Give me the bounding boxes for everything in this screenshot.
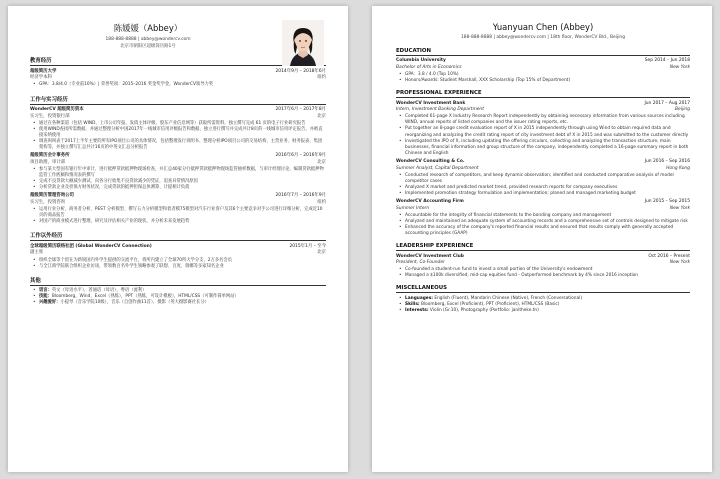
bullet-item: • Implemented promotion strategy formulation and implementation; planed and managed marketing budget — [396, 191, 690, 197]
entry-role: Intern, Investment Banking Department — [396, 107, 484, 113]
section-title: 工作与实习经历 — [30, 95, 326, 105]
bullet-list — [396, 173, 690, 197]
address-line: 北京市朝阳区超级简历路1号 — [120, 43, 176, 49]
bullet-list — [30, 207, 326, 225]
resume-header — [30, 22, 266, 50]
bullet-item: • Analyzed and maintained an adequate system of accounting records and a comprehensive set of controls designed to mitigate risk — [396, 219, 690, 225]
bullet-item: • 参与某大型国有银行年中审计，进行抵押贷款抵押物现场检查，并汇总40家分行抵押贷款抵押物现场监管抽样数据，与审计经理讨论，编制贷款抵押物监管工作底稿和情况表的撰写 — [30, 167, 326, 179]
bullet-item: • Languages: English (Fluent), Mandarin Chinese (Native), French (Conversational) — [396, 296, 690, 302]
entry-subheader — [30, 200, 326, 207]
bullet-item: • GPA：3.8/4.0（专业前10%）| 荣誉奖项：2015–2016 奖金奖学金，WonderCV领导力奖 — [30, 82, 326, 88]
entry-date: 2015年1月 – 至今 — [289, 243, 326, 249]
entry-header — [30, 107, 326, 114]
resume-header — [396, 22, 690, 42]
contact-info — [30, 37, 266, 50]
bullet-label: 兴趣爱好： — [39, 300, 61, 306]
bullet-item: • 分析贷款企业及担保方财务状况，完成贷款的抵押担保总体测算、计提相计负债 — [30, 185, 326, 191]
entry-organization: 全球超级简历联络社团 (Global WonderCV Connection) — [30, 243, 152, 249]
entry-header — [30, 193, 326, 200]
section-title: PROFESSIONAL EXPERIENCE — [396, 90, 690, 98]
bullet-list — [396, 296, 690, 314]
bullet-item: • Conducted research of competitors, and keep dynamic observation; identified and conducted comparative analysis of model competitor cases — [396, 173, 690, 185]
bullet-label: Languages: — [405, 295, 433, 301]
entry-date: 2017年6月 – 2017年8月 — [275, 107, 326, 113]
bullet-item: • Accountable for the integrity of financial statements to the bonding company and management — [396, 213, 690, 219]
bullet-item: • 与全江商学院联合组织企业访谈，带领数百名外学生领略参观了联想、百度、瑞娜等多家知名企业 — [30, 264, 326, 270]
bullet-item: • Honors/Awards: Student Marshall, XXX Scholarship (Top 15% of Department) — [396, 78, 690, 84]
entry-subheader — [396, 166, 690, 173]
entry-role: Summer Analyst, Capital Department — [396, 165, 479, 171]
entry-date: Jun 2016 – Sep 2016 — [644, 158, 690, 164]
entry-role: 实习生，投资咨询 — [30, 199, 66, 205]
entry-subheader — [30, 160, 326, 167]
entry-organization: 超级简历管理咨询公司 — [30, 193, 74, 199]
entry-date: 2016年7月 – 2016年9月 — [275, 193, 326, 199]
entry-header — [30, 69, 326, 76]
entry-location: New York — [669, 64, 690, 70]
entry-organization: WonderCV Consulting & Co. — [396, 158, 465, 164]
bullet-item: • Enhanced the accuracy of the company's reported financial results and ensured that results comply with generally accepted accounting principles (GAAP) — [396, 225, 690, 237]
bullet-list — [396, 267, 690, 279]
entry-location: New York — [669, 260, 690, 266]
bullet-item: • Completed 61-page X Industry Research Report independently by obtaining necessary information from various sources including WIND, annual reports of listed companies and the issuer rating reports, etc. — [396, 114, 690, 126]
bullet-label: Interests: — [405, 308, 429, 314]
bullet-item: • Interests: Violin (Gr.10), Photography (Portfolio: janitheke.tn) — [396, 308, 690, 314]
contact-line: 188-888-8888 | abbey@wondercv.com — [105, 37, 191, 42]
entry-date: Jun 2017 – Aug 2017 — [644, 100, 690, 106]
entry-location: New York — [669, 205, 690, 211]
contact-info: 188-888-8888 | abbey@wondercv.com | 18th floor, WonderCV Bld., Beijing — [461, 35, 625, 40]
entry-subheader — [396, 65, 690, 72]
bullet-item: • 组织全球等个留在为新锐国内外学生提供的交流平台，将所内建立了全球70所大学分支，2万多名会员 — [30, 258, 326, 264]
entry-role: 实习生，投资银行部 — [30, 113, 70, 119]
entry-location: 北京 — [317, 250, 326, 256]
bullet-item: • 调查叫叫表于2017上半年主要的所有IPO项目公司的具体情况，包括整理发行说明书、整理分析IPO项目公司的交易结构、主营业务、财务报表、集团架构等，并独立撰写汇总共计16页的中英文汇总分析报告 — [30, 139, 326, 151]
entry-organization: WonderCV 超级简历资本 — [30, 107, 84, 113]
entry-location: 纽约 — [317, 75, 326, 81]
entry-role: President, Co-Founder — [396, 260, 445, 266]
bullet-item: • Co-founded a student-run fund to invest a small portion of the University's endowment — [396, 267, 690, 273]
profile-photo — [282, 20, 324, 66]
entry-location: 北京 — [317, 159, 326, 165]
resume-page-chinese — [8, 6, 348, 472]
entry-location: 北京 — [317, 113, 326, 119]
entry-location: 纽约 — [317, 199, 326, 205]
entry-date: 2014年9月 – 2018年6月 — [275, 68, 326, 74]
entry-date: Sep 2014 – Jun 2018 — [644, 58, 690, 64]
entry-role: Summer Intern — [396, 205, 430, 211]
entry-header — [396, 159, 690, 166]
bullet-list — [396, 72, 690, 84]
entry-location: Beijing — [675, 107, 690, 113]
bullet-item: • 运用行业分析、商务者分析、PEST 分析模型、撰写五力分析模型和着者模75模型对汽车行业客户及其6个主要竞争对手公司进行详细分析，完成近10页的商品报告 — [30, 207, 326, 219]
bullet-list — [396, 213, 690, 237]
entry-header — [396, 199, 690, 206]
entry-organization: WonderCV Investment Bank — [396, 100, 466, 106]
section-title: 工作以外经历 — [30, 231, 326, 241]
bullet-item: • 使用WIND查找所需数据，并通过整理分析中国2017年一线城市信用评级报告和数据，独立进行撰写并完成共计8页的一线城市信用评定报告，并被直接采纳使用 — [30, 127, 326, 139]
entry-subheader — [396, 206, 690, 213]
bullet-list — [396, 114, 690, 157]
entry-organization: Columbia University — [396, 58, 446, 64]
entry-subheader — [30, 114, 326, 121]
bullet-list — [30, 258, 326, 270]
bullet-item: • Managed a $100k diversified, mid-cap equities fund - Outperformed benchmark by 4% since 2016 inception — [396, 273, 690, 279]
bullet-item: • 兴趣爱好：小提琴（音乐学院10级），音乐（自创作曲11首），摄影（英大摄影赛社长分） — [30, 300, 326, 306]
entry-role: 项目助理，审计部 — [30, 159, 66, 165]
entry-organization: WonderCV Investment Club — [396, 253, 464, 259]
bullet-item: • GPA：3.8 / 4.0 (Top 10%) — [396, 72, 690, 78]
entry-organization: WonderCV Accounting Firm — [396, 198, 464, 204]
bullet-item: • 技能：Bloomberg，Wind，Excel（熟练），PPT（熟练，可设计模板），HTML/CSS（可制作简单网站） — [30, 294, 326, 300]
candidate-name: Yuanyuan Chen (Abbey) — [492, 22, 594, 32]
resume-body — [30, 56, 326, 306]
bullet-label: 技能： — [39, 294, 52, 300]
bullet-item: • 对国产的商业模式进行整理，研究及评估相关产业的现状，并分析未来发展趋势 — [30, 219, 326, 225]
section-title: 其他 — [30, 276, 326, 286]
bullet-label: Skills: — [405, 302, 420, 308]
section-title: EDUCATION — [396, 48, 690, 56]
entry-header — [30, 153, 326, 160]
section-title: LEADERSHIP EXPERIENCE — [396, 243, 690, 251]
bullet-item: • 通过在各种渠道（包括 WIND、上市公司年报、发债主体评级、股东产业信息网等）获取所需资料，独立撰写完成 61 页的电子行业研究报告 — [30, 121, 326, 127]
section-title: MISCELLANEOUS — [396, 285, 690, 293]
entry-date: Oct 2016 – Present — [648, 253, 690, 259]
entry-subheader — [396, 260, 690, 267]
entry-header — [396, 58, 690, 65]
bullet-list — [30, 288, 326, 306]
entry-organization: 超级简历大学 — [30, 68, 57, 74]
entry-role: 副主席 — [30, 250, 44, 256]
resume-body — [396, 48, 690, 315]
entry-role: 经济学本科 — [30, 75, 52, 81]
bullet-label: 语言： — [39, 288, 52, 294]
entry-subheader — [30, 250, 326, 257]
bullet-item: • Skills: Bloomberg, Excel (Proficient), PPT (Proficient), HTML/CSS (Basic) — [396, 302, 690, 308]
entry-date: 2016年6月 – 2016年9月 — [275, 153, 326, 159]
entry-location: Hong Kong — [666, 165, 690, 171]
bullet-list — [30, 121, 326, 151]
candidate-name: 陈媛媛（Abbey） — [113, 23, 183, 33]
bullet-list — [30, 167, 326, 191]
section-title: 教育经历 — [30, 56, 326, 66]
bullet-item: • Analyzed X market and predicted market trend, provided research reports for company executives — [396, 185, 690, 191]
entry-subheader — [396, 107, 690, 114]
entry-header — [30, 244, 326, 251]
bullet-list — [30, 82, 326, 88]
resume-page-english — [372, 6, 712, 472]
entry-date: Jun 2015 – Sep 2015 — [644, 198, 690, 204]
bullet-item: • 完成不良贷款大额减少测试，向各分行收集不良贷款减少的凭证，追查异常情况原因 — [30, 179, 326, 185]
bullet-item: • Put together an 8-page credit evaluation report of X in 2015 independently through using Wind to obtain required data and reorganizing and analyzing the credit rating report of city investment debt of X in 2015 and was submitted to the customer directly — [396, 126, 690, 138]
entry-organization: 超级简历会计事务所 — [30, 153, 70, 159]
entry-role: Bachelor of Arts in Economics — [396, 64, 462, 70]
bullet-item: • 语言：英文（母语水平），普通话（母语），粤语（流利） — [30, 288, 326, 294]
bullet-item: • Investigated the IPO of X, including updating the offering circulars, collecting and analyzing the transaction structure, main businesses, financial information and group structure of the company, independently completed a 16-page summary report in both Chinese and English — [396, 139, 690, 157]
entry-subheader — [30, 75, 326, 82]
